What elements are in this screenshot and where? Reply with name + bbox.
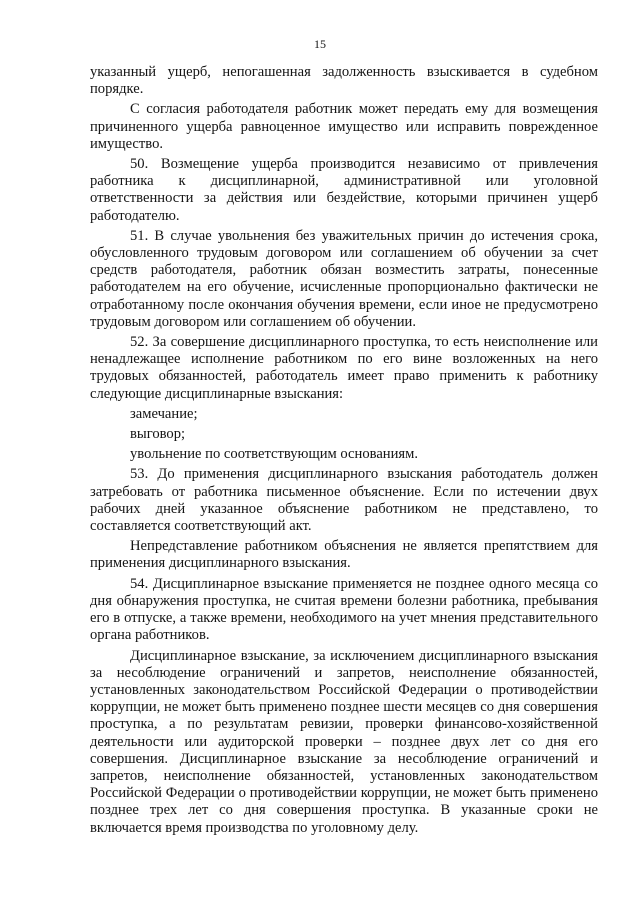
list-item-reprimand: замечание;: [130, 405, 198, 422]
list-item-dismissal: увольнение по соответствующим основаниям.: [130, 446, 419, 463]
page-number: 15: [314, 37, 326, 51]
paragraph-no-explanation: Непредставление работником объяснения не является препятствием для применения дисциплинарного взыскания.: [90, 538, 598, 572]
paragraph-clause-50: 50. Возмещение ущерба производится независимо от привлечения работника к дисциплинарной, административной или уголовной ответственности за действия или бездействие, которыми причинен ущерб работодателю.: [90, 156, 598, 224]
paragraph-disciplinary-terms: Дисциплинарное взыскание, за исключением дисциплинарного взыскания за несоблюдение ограничений и запретов, неисполнение обязанностей, установленных законодательством Российской Федерации о противодействии коррупции, не может быть применено позднее шести месяцев со дня совершения проступка, а по результатам ревизии, проверки финансово-хозяйственной деятельности или аудиторской проверки – позднее двух лет со дня его совершения. Дисциплинарное взыскание за несоблюдение ограничений и запретов, неисполнение обязанностей, установленных законодательством Российской Федерации о противодействии коррупции, не может быть применено позднее трех лет со дня совершения проступка. В указанные сроки не включается время производства по уголовному делу.: [90, 647, 598, 836]
paragraph-clause-53: 53. До применения дисциплинарного взыскания работодатель должен затребовать от работника письменное объяснение. Если по истечении двух рабочих дней указанное объяснение работником не представлено, то составляется соответствующий акт.: [90, 466, 598, 535]
paragraph-clause-54: 54. Дисциплинарное взыскание применяется не позднее одного месяца со дня обнаружения проступка, не считая времени болезни работника, пребывания его в отпуске, а также времени, необходимого на учет мнения представительного органа работников.: [90, 575, 598, 644]
paragraph-continuation: указанный ущерб, непогашенная задолженность взыскивается в судебном порядке.: [90, 64, 598, 98]
paragraph-clause-51: 51. В случае увольнения без уважительных причин до истечения срока, обусловленного трудовым договором или соглашением об обучении за счет средств работодателя, работник обязан возместить затраты, понесенные работодателем на его обучение, исчисленные пропорционально фактически не отработанному после окончания обучения времени, если иное не предусмотрено трудовым договором или соглашением об обучении.: [90, 227, 598, 330]
paragraph-clause-52: 52. За совершение дисциплинарного проступка, то есть неисполнение или ненадлежащее исполнение работником по его вине возложенных на него трудовых обязанностей, работодатель имеет право применить к работнику следующие дисциплинарные взыскания:: [90, 334, 598, 402]
document-body: [90, 64, 598, 837]
paragraph-property-transfer: С согласия работодателя работник может передать ему для возмещения причиненного ущерба равноценное имущество или исправить поврежденное имущество.: [90, 101, 598, 152]
list-item-severe-reprimand: выговор;: [130, 426, 186, 443]
